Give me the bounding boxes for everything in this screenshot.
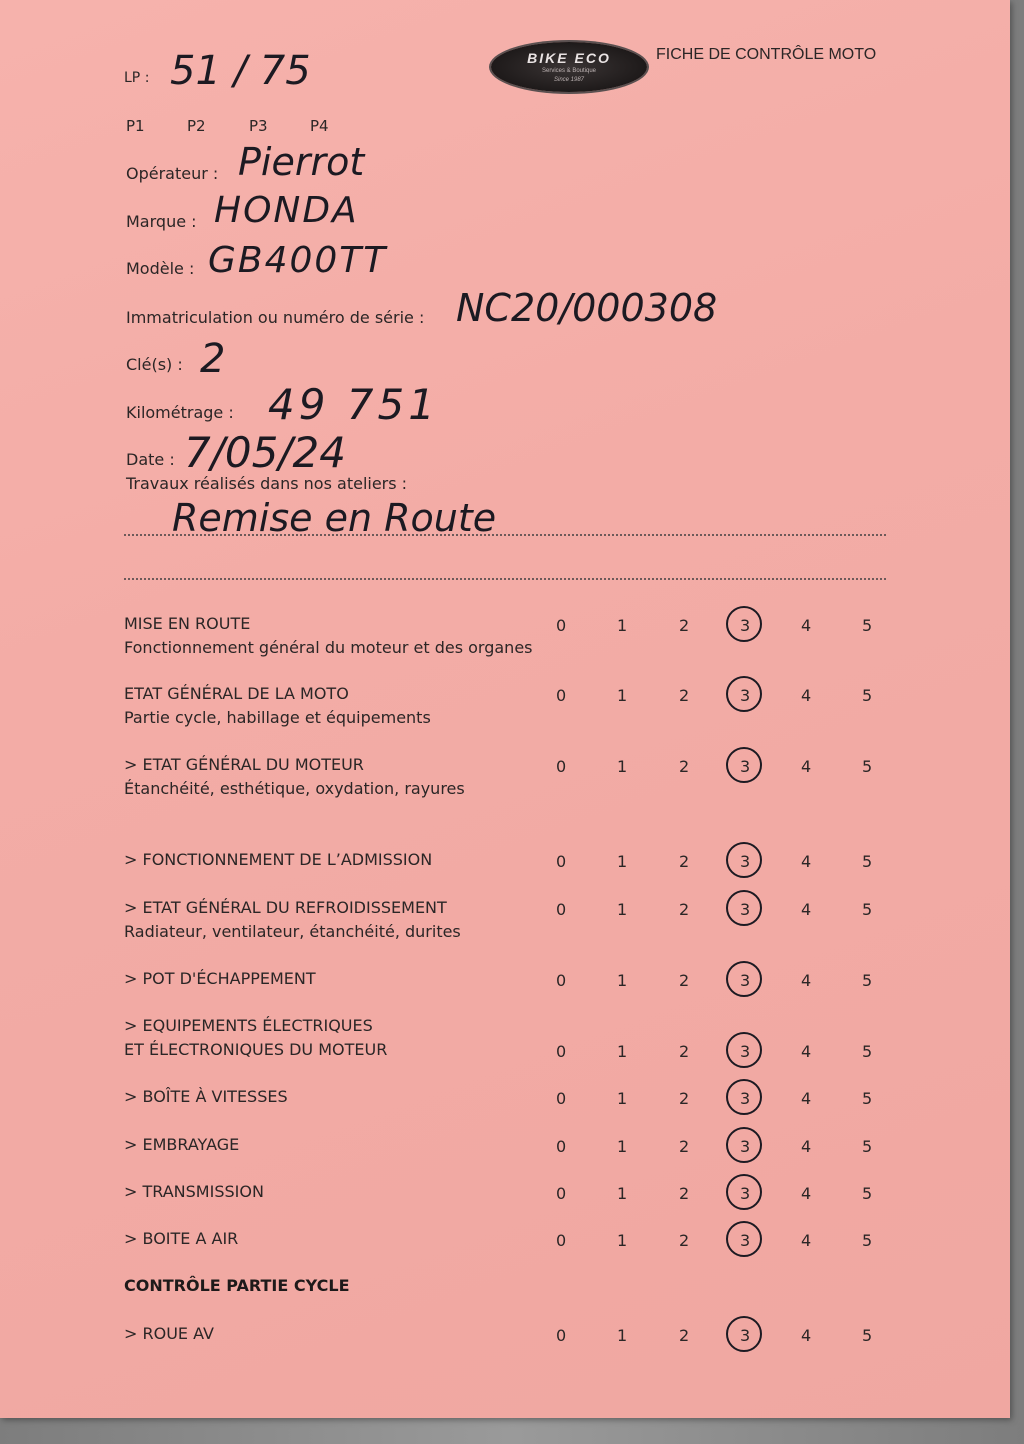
item-score-option[interactable]: 1 xyxy=(617,757,628,776)
item-score-option[interactable]: 1 xyxy=(617,616,628,635)
item-score-circle-mark xyxy=(726,890,762,926)
item-score-circle-mark xyxy=(726,1079,762,1115)
marque-value: HONDA xyxy=(214,190,359,231)
item-score-option[interactable]: 5 xyxy=(862,900,873,919)
item-score-circle-mark xyxy=(726,1221,762,1257)
item-score-option[interactable]: 3 xyxy=(740,971,751,990)
item-score-option[interactable]: 5 xyxy=(862,757,873,776)
position-p1: P1 xyxy=(126,117,145,135)
item-score-option[interactable]: 5 xyxy=(862,1184,873,1203)
modele-label: Modèle : xyxy=(126,259,195,278)
item-score-option[interactable]: 1 xyxy=(617,1137,628,1156)
item-score-option[interactable]: 0 xyxy=(556,852,567,871)
item-title: > POT D'ÉCHAPPEMENT xyxy=(124,969,316,988)
position-p4: P4 xyxy=(310,117,329,135)
item-title: > BOÎTE À VITESSES xyxy=(124,1087,288,1106)
item-score-option[interactable]: 0 xyxy=(556,686,567,705)
item-score-option[interactable]: 1 xyxy=(617,686,628,705)
item-score-option[interactable]: 5 xyxy=(862,852,873,871)
item-subtitle: Radiateur, ventilateur, étanchéité, durites xyxy=(124,922,461,941)
bike-eco-logo xyxy=(491,42,647,92)
date-label: Date : xyxy=(126,450,175,469)
item-score-option[interactable]: 5 xyxy=(862,1089,873,1108)
item-score-circle-mark xyxy=(726,842,762,878)
operateur-label: Opérateur : xyxy=(126,164,219,183)
item-score-option[interactable]: 5 xyxy=(862,971,873,990)
item-score-circle-mark xyxy=(726,1127,762,1163)
item-score-option[interactable]: 4 xyxy=(801,757,812,776)
item-score-option[interactable]: 3 xyxy=(740,1089,751,1108)
item-title: > ETAT GÉNÉRAL DU MOTEUR xyxy=(124,755,364,774)
kilometrage-value: 49 751 xyxy=(268,380,439,429)
item-score-circle-mark xyxy=(726,606,762,642)
operateur-value: Pierrot xyxy=(238,140,365,184)
cycle-item-score-option[interactable]: 3 xyxy=(740,1326,751,1345)
lp-label: LP : xyxy=(124,70,150,86)
cycle-item-score-option[interactable]: 4 xyxy=(801,1326,812,1345)
item-subtitle: Fonctionnement général du moteur et des organes xyxy=(124,638,533,657)
item-title: > FONCTIONNEMENT DE L’ADMISSION xyxy=(124,850,433,869)
logo-since: Since 1987 xyxy=(553,77,585,83)
immatriculation-value: NC20/000308 xyxy=(456,286,718,330)
travaux-value: Remise en Route xyxy=(172,496,497,540)
item-score-option[interactable]: 0 xyxy=(556,1042,567,1061)
item-score-option[interactable]: 1 xyxy=(617,971,628,990)
item-score-option[interactable]: 3 xyxy=(740,900,751,919)
item-score-option[interactable]: 2 xyxy=(679,686,690,705)
item-score-option[interactable]: 4 xyxy=(801,900,812,919)
modele-value: GB400TT xyxy=(208,240,388,281)
item-subtitle: ET ÉLECTRONIQUES DU MOTEUR xyxy=(124,1040,388,1059)
item-score-option[interactable]: 2 xyxy=(679,852,690,871)
item-score-option[interactable]: 2 xyxy=(679,757,690,776)
cycle-item-score-option[interactable]: 2 xyxy=(679,1326,690,1345)
item-score-option[interactable]: 2 xyxy=(679,1137,690,1156)
section-cycle-title: CONTRÔLE PARTIE CYCLE xyxy=(124,1276,350,1295)
item-score-option[interactable]: 3 xyxy=(740,1042,751,1061)
item-score-option[interactable]: 4 xyxy=(801,686,812,705)
item-title: MISE EN ROUTE xyxy=(124,614,251,633)
item-score-option[interactable]: 1 xyxy=(617,1184,628,1203)
item-score-option[interactable]: 2 xyxy=(679,1089,690,1108)
item-score-option[interactable]: 5 xyxy=(862,1231,873,1250)
item-score-option[interactable]: 3 xyxy=(740,1184,751,1203)
item-score-option[interactable]: 1 xyxy=(617,900,628,919)
item-title: > BOITE A AIR xyxy=(124,1229,239,1248)
item-title: ETAT GÉNÉRAL DE LA MOTO xyxy=(124,684,349,703)
item-score-option[interactable]: 2 xyxy=(679,1231,690,1250)
dotted-line-2 xyxy=(124,578,886,580)
item-score-option[interactable]: 2 xyxy=(679,1184,690,1203)
cycle-item-score-option[interactable]: 0 xyxy=(556,1326,567,1345)
cycle-item-score-circle-mark xyxy=(726,1316,762,1352)
item-score-circle-mark xyxy=(726,1174,762,1210)
item-score-option[interactable]: 1 xyxy=(617,1042,628,1061)
item-score-option[interactable]: 4 xyxy=(801,616,812,635)
item-score-option[interactable]: 1 xyxy=(617,1231,628,1250)
item-score-option[interactable]: 0 xyxy=(556,1089,567,1108)
item-score-option[interactable]: 4 xyxy=(801,1089,812,1108)
dotted-line-1 xyxy=(124,534,886,536)
item-score-option[interactable]: 4 xyxy=(801,852,812,871)
item-score-circle-mark xyxy=(726,1032,762,1068)
item-score-option[interactable]: 5 xyxy=(862,1137,873,1156)
item-score-option[interactable]: 3 xyxy=(740,757,751,776)
immatriculation-label: Immatriculation ou numéro de série : xyxy=(126,308,425,327)
cycle-item-title: > ROUE AV xyxy=(124,1324,214,1343)
item-title: > EMBRAYAGE xyxy=(124,1135,240,1154)
item-score-option[interactable]: 0 xyxy=(556,757,567,776)
lp-value: 51 / 75 xyxy=(170,48,311,94)
item-subtitle: Partie cycle, habillage et équipements xyxy=(124,708,431,727)
travaux-label: Travaux réalisés dans nos ateliers : xyxy=(126,474,408,493)
item-score-option[interactable]: 4 xyxy=(801,1042,812,1061)
cles-value: 2 xyxy=(200,336,226,382)
item-score-option[interactable]: 2 xyxy=(679,1042,690,1061)
marque-label: Marque : xyxy=(126,212,197,231)
position-p3: P3 xyxy=(249,117,268,135)
item-score-option[interactable]: 2 xyxy=(679,616,690,635)
item-title: > TRANSMISSION xyxy=(124,1182,264,1201)
item-score-option[interactable]: 3 xyxy=(740,1231,751,1250)
cycle-item-score-option[interactable]: 1 xyxy=(617,1326,628,1345)
item-score-option[interactable]: 3 xyxy=(740,1137,751,1156)
item-score-circle-mark xyxy=(726,747,762,783)
item-title: > ETAT GÉNÉRAL DU REFROIDISSEMENT xyxy=(124,898,447,917)
item-subtitle: Étanchéité, esthétique, oxydation, rayures xyxy=(124,779,465,798)
item-score-option[interactable]: 5 xyxy=(862,1042,873,1061)
item-score-option[interactable]: 3 xyxy=(740,852,751,871)
item-score-option[interactable]: 4 xyxy=(801,1231,812,1250)
item-score-option[interactable]: 0 xyxy=(556,1137,567,1156)
item-score-option[interactable]: 4 xyxy=(801,1184,812,1203)
item-score-option[interactable]: 5 xyxy=(862,616,873,635)
item-score-circle-mark xyxy=(726,676,762,712)
item-score-option[interactable]: 5 xyxy=(862,686,873,705)
item-score-option[interactable]: 2 xyxy=(679,900,690,919)
logo-text: BIKE ECO xyxy=(527,50,611,66)
item-score-option[interactable]: 3 xyxy=(740,616,751,635)
item-score-option[interactable]: 2 xyxy=(679,971,690,990)
date-value: 7/05/24 xyxy=(184,428,346,477)
logo-subtitle: Services & Boutique xyxy=(541,68,597,74)
item-score-circle-mark xyxy=(726,961,762,997)
item-score-option[interactable]: 0 xyxy=(556,1184,567,1203)
item-score-option[interactable]: 0 xyxy=(556,900,567,919)
item-score-option[interactable]: 1 xyxy=(617,852,628,871)
cycle-item-score-option[interactable]: 5 xyxy=(862,1326,873,1345)
item-score-option[interactable]: 0 xyxy=(556,971,567,990)
item-score-option[interactable]: 0 xyxy=(556,1231,567,1250)
kilometrage-label: Kilométrage : xyxy=(126,403,234,422)
item-score-option[interactable]: 4 xyxy=(801,1137,812,1156)
item-score-option[interactable]: 4 xyxy=(801,971,812,990)
page-title: FICHE DE CONTRÔLE MOTO xyxy=(656,46,877,63)
position-p2: P2 xyxy=(187,117,206,135)
item-score-option[interactable]: 1 xyxy=(617,1089,628,1108)
cles-label: Clé(s) : xyxy=(126,355,183,374)
item-title: > EQUIPEMENTS ÉLECTRIQUES xyxy=(124,1016,373,1035)
item-score-option[interactable]: 0 xyxy=(556,616,567,635)
item-score-option[interactable]: 3 xyxy=(740,686,751,705)
